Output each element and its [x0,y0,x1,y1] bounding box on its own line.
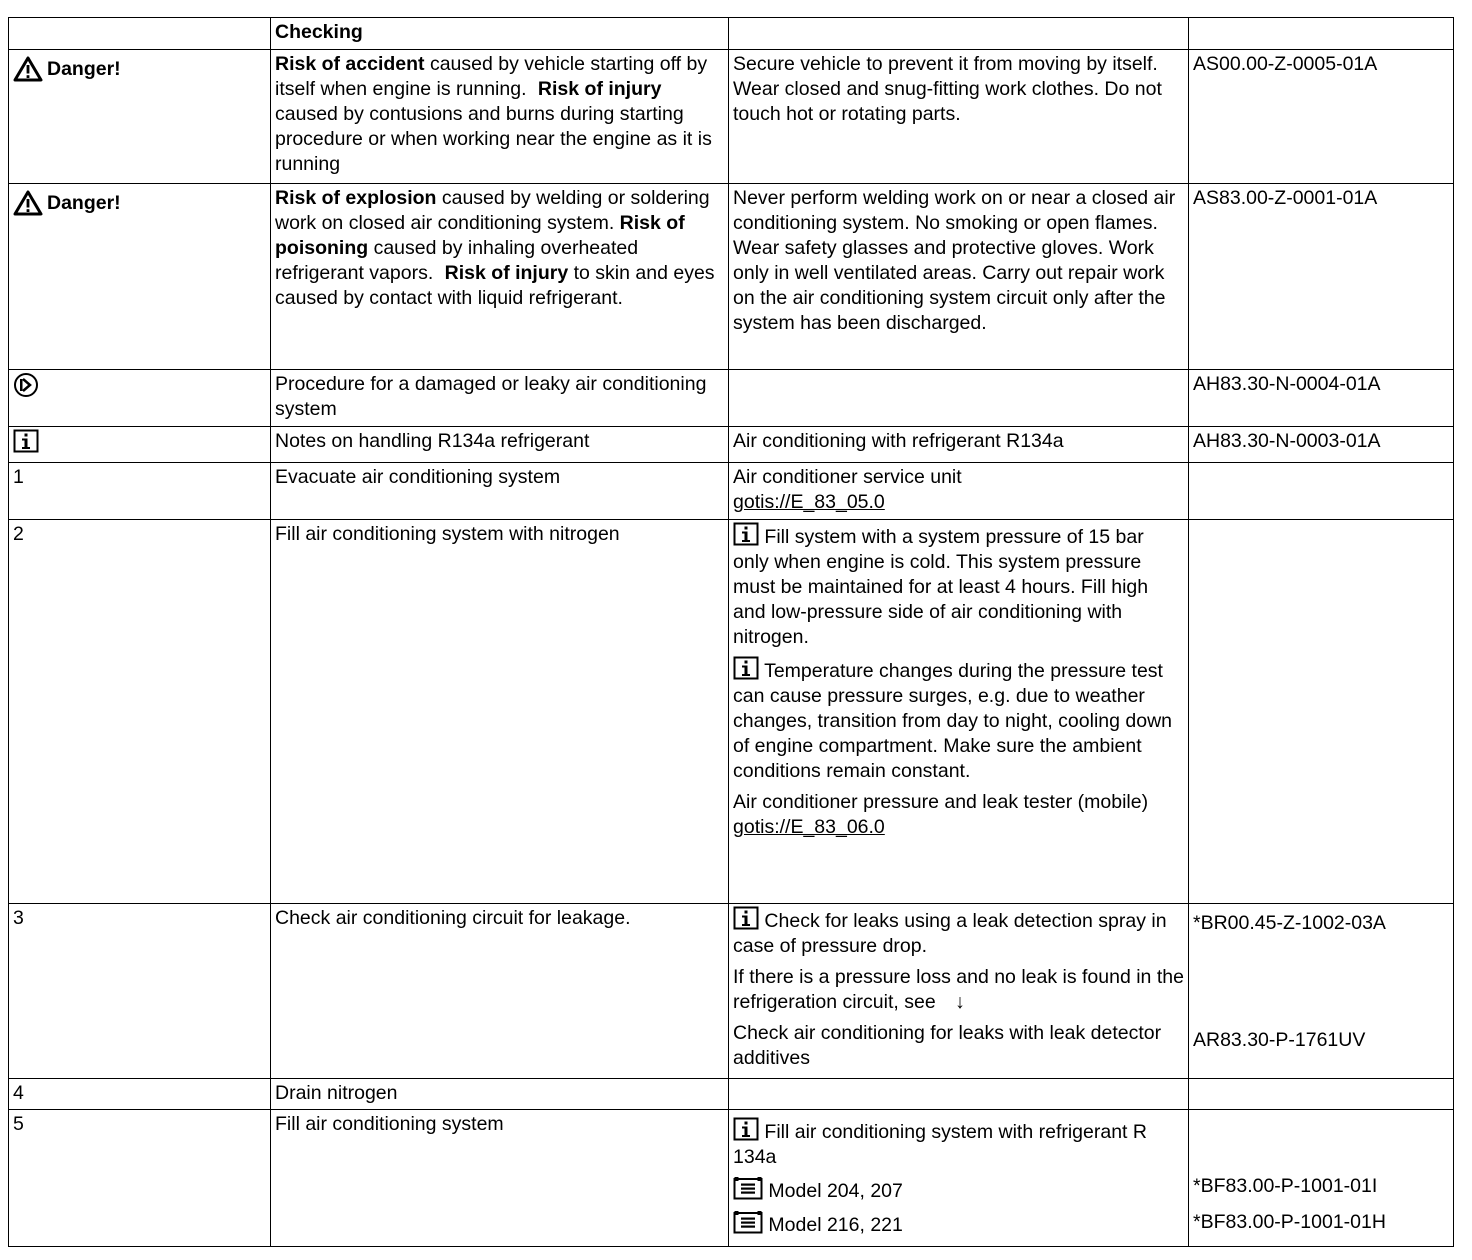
step-number: 3 [9,904,271,1079]
tool-name: Air conditioner service unit [733,466,962,488]
ref-leak-spray: *BR00.45-Z-1002-03A [1193,912,1386,934]
step-text: Evacuate air conditioning system [271,463,729,520]
header-row [9,18,1454,50]
info-note-row [9,427,1454,463]
hazard-description [271,184,729,370]
ref-leak-additives: AR83.30-P-1761UV [1193,1029,1366,1051]
model-line [733,1176,1184,1204]
hazard-row [9,50,1454,184]
down-arrow-icon[interactable]: ↓ [955,991,965,1013]
step-detail [729,463,1189,520]
risk-accident-text: caused by vehicle starting off by itself when engine is running. [275,53,708,100]
info-icon [733,522,759,546]
hazard-ref: AS00.00-Z-0005-01A [1189,50,1454,184]
measure-work-clothes: Wear closed and snug-fitting work clothes. Do not touch hot or rotating parts. [733,78,1162,125]
info-paragraph [733,906,1184,959]
step-ref [1189,904,1454,1079]
risk-poisoning: Risk of poisoning [275,212,685,259]
procedure-icon-cell [9,370,271,427]
hazard-label-cell [9,184,271,370]
step-text: Drain nitrogen [271,1079,729,1110]
hazard-label-cell [9,50,271,184]
risk-explosion-text: caused by welding or soldering work on closed air conditioning system. [275,187,710,234]
step-number: 5 [9,1110,271,1247]
danger-label: Danger! [47,57,121,80]
procedure-note-detail [729,370,1189,427]
note-text: If there is a pressure loss and no leak is found in the refrigeration circuit, see [733,966,1184,1013]
risk-injury: Risk of injury [537,78,662,100]
info-paragraph [733,656,1184,784]
step-detail [729,1079,1189,1110]
tool-name: Air conditioner pressure and leak tester (mobile) [733,791,1149,813]
info-paragraph [733,522,1184,650]
leak-check-text: Check air conditioning for leaks with leak detector additives [733,1022,1162,1069]
procedure-note-ref: AH83.30-N-0004-01A [1189,370,1454,427]
header-cell-1 [9,18,271,50]
measure-secure-vehicle: Secure vehicle to prevent it from moving by itself. [733,53,1158,75]
danger-label: Danger! [47,191,121,214]
step-row [9,904,1454,1079]
hazard-row [9,184,1454,370]
model-line [733,1210,1184,1238]
hazard-description [271,50,729,184]
step-text: Check air conditioning circuit for leakage. [271,904,729,1079]
header-cell-3 [729,18,1189,50]
ref-model-216: *BF83.00-P-1001-01H [1193,1211,1386,1233]
step-ref [1189,1079,1454,1110]
step-detail [729,1110,1189,1247]
procedure-note-row [9,370,1454,427]
header-cell-4 [1189,18,1454,50]
tool-paragraph [733,790,1184,840]
warning-triangle-icon [13,190,43,216]
info-note-text: Notes on handling R134a refrigerant [271,427,729,463]
step-ref [1189,520,1454,904]
warning-triangle-icon [13,56,43,82]
info-icon [733,656,759,680]
info-note-detail: Air conditioning with refrigerant R134a [729,427,1189,463]
step-row [9,463,1454,520]
step-number: 1 [9,463,271,520]
procedure-table [8,17,1454,1247]
hazard-measures: Never perform welding work on or near a closed air conditioning system. No smoking or open flames. Wear safety glasses and protective gloves. Work only in well ventilated areas. Carry out repair work on the air conditioning system circuit only after the system has been discharged. [729,184,1189,370]
step-text: Fill air conditioning system [271,1110,729,1247]
risk-injury: Risk of injury [444,262,569,284]
model-text: Model 204, 207 [768,1180,903,1202]
risk-poisoning-text: caused by inhaling overheated refrigerant vapors. [275,237,639,284]
risk-explosion: Risk of explosion [275,187,437,209]
step-text: Fill air conditioning system with nitrogen [271,520,729,904]
step-detail [729,904,1189,1079]
step-ref [1189,1110,1454,1247]
tool-link[interactable]: gotis://E_83_05.0 [733,491,885,513]
pressure-loss-note [733,965,1184,1015]
info-icon [13,429,39,453]
risk-injury-text: caused by contusions and burns during starting procedure or when working near the engine as it is running [275,103,712,175]
step-row [9,1079,1454,1110]
info-text: Check for leaks using a leak detection spray in case of pressure drop. [733,910,1167,957]
ref-model-204: *BF83.00-P-1001-01I [1193,1175,1378,1197]
risk-accident: Risk of accident [275,53,425,75]
hazard-measures [729,50,1189,184]
hazard-ref: AS83.00-Z-0001-01A [1189,184,1454,370]
info-paragraph [733,1117,1184,1170]
step-number: 4 [9,1079,271,1110]
step-row [9,1110,1454,1247]
info-note-ref: AH83.30-N-0003-01A [1189,427,1454,463]
procedure-arrow-icon [13,372,39,398]
model-icon [733,1176,763,1200]
info-text: Fill system with a system pressure of 15 bar only when engine is cold. This system pressure must be maintained for at least 4 hours. Fill high and low-pressure side of air conditioning with nitrogen. [733,526,1149,648]
procedure-note-text: Procedure for a damaged or leaky air conditioning system [271,370,729,427]
step-number: 2 [9,520,271,904]
step-ref [1189,463,1454,520]
model-text: Model 216, 221 [768,1214,903,1236]
info-icon [733,1117,759,1141]
tool-link[interactable]: gotis://E_83_06.0 [733,816,885,838]
risk-injury-text: to skin and eyes caused by contact with liquid refrigerant. [275,262,715,309]
section-title: Checking [271,18,729,50]
info-text: Fill air conditioning system with refrigerant R 134a [733,1121,1147,1168]
info-icon [733,906,759,930]
info-icon-cell [9,427,271,463]
step-row [9,520,1454,904]
model-icon [733,1210,763,1234]
step-detail [729,520,1189,904]
info-text: Temperature changes during the pressure test can cause pressure surges, e.g. due to weather changes, transition from day to night, cooling down of engine compartment. Make sure the ambient conditions remain constant. [733,660,1173,782]
